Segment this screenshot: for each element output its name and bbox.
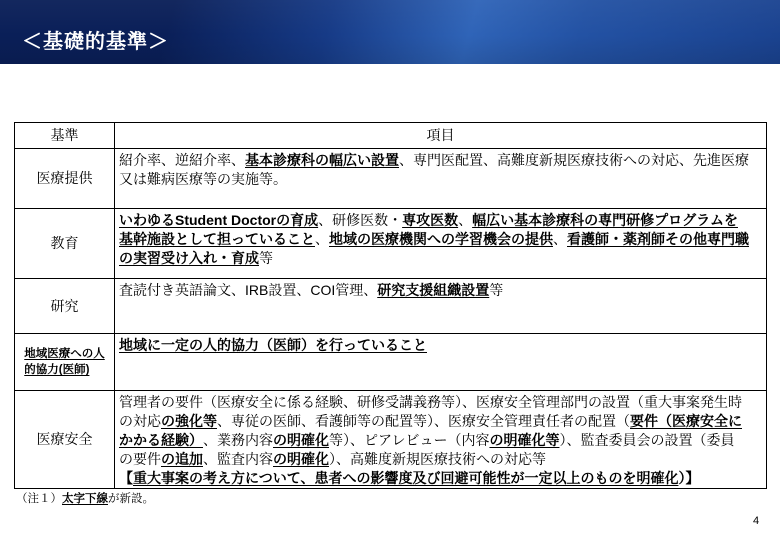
- item-line: [119, 393, 760, 412]
- criteria-table: [14, 122, 767, 489]
- new-item-text: 基本診療科の幅広い設置: [245, 152, 399, 168]
- row-medical-care: [15, 149, 767, 209]
- row-education: [15, 209, 767, 279]
- page-number: 4: [753, 515, 760, 527]
- criterion-label: [24, 346, 105, 378]
- item-text: 、専従の医師、看護師等の配置等）、医療安全管理責任者の配置（: [217, 413, 630, 429]
- row-regional-physician-support: [15, 334, 767, 391]
- new-item-text: 研究支援組織設置: [377, 282, 490, 298]
- item-text: ）、監査委員会の設置（委員: [559, 432, 735, 448]
- criterion-label: 研究: [50, 297, 79, 314]
- row-research: [15, 279, 767, 334]
- item-text: の要件: [119, 451, 161, 467]
- new-item-text: 幅広い基本診療科の専門研修プログラムを: [472, 212, 738, 228]
- item-line: [119, 450, 760, 469]
- new-item-text: 基幹施設として担っていること: [119, 231, 315, 247]
- bracket-text: ）】: [678, 470, 700, 486]
- item-text: 、研修医数・: [318, 212, 403, 228]
- new-item-text: 看護師・薬剤師その他専門職: [567, 231, 749, 247]
- item-line: [119, 211, 760, 230]
- criterion-label: 教育: [50, 235, 79, 251]
- item-text: の対応: [119, 413, 161, 429]
- new-item-text: の追加: [161, 451, 203, 467]
- new-item-text: の明確化: [273, 451, 329, 467]
- items-cell: [115, 209, 767, 279]
- footnote-emphasis: 太字下線: [62, 493, 108, 505]
- item-text: 等）、ピアレビュー（内容: [329, 432, 490, 448]
- new-item-text: 重大事案の考え方について、患者への影響度及び回避可能性が一定以上のものを明確化: [133, 470, 679, 486]
- item-line: [119, 249, 760, 268]
- criterion-cell: [15, 391, 115, 489]
- row-medical-safety: [15, 391, 767, 489]
- item-line: [119, 151, 760, 170]
- item-line: [119, 170, 760, 189]
- item-text: 、: [458, 212, 473, 228]
- items-cell: [115, 334, 767, 391]
- new-item-text: かかる経験）: [119, 432, 203, 448]
- new-item-text: 地域の医療機関への学習機会の提供: [329, 231, 553, 247]
- criterion-cell: [15, 279, 115, 334]
- item-line: [119, 412, 760, 431]
- table-header-row: [15, 123, 767, 149]
- items-cell: [115, 391, 767, 489]
- new-item-text: いわゆるStudent Doctorの育成: [119, 212, 319, 228]
- new-item-text: の明確化等: [489, 432, 560, 448]
- criterion-label-line: 地域医療への人: [24, 348, 105, 360]
- footnote-suffix: が新設。: [108, 493, 154, 505]
- item-line: [119, 469, 760, 488]
- items-cell: [115, 279, 767, 334]
- new-item-text: 専攻医数: [402, 212, 459, 228]
- item-line: [119, 431, 760, 450]
- item-text: 査読付き英語論文、IRB設置、COI管理、: [119, 282, 378, 298]
- footnote-prefix: （注１）: [16, 493, 62, 505]
- column-header-items: 項目: [115, 123, 767, 149]
- new-item-text: の強化等: [161, 413, 217, 429]
- item-text: 紹介率、逆紹介率、: [119, 152, 245, 168]
- criterion-label: 医療提供: [36, 170, 93, 186]
- slide-title: ＜基礎的基準＞: [22, 31, 169, 53]
- item-text: 管理者の要件（医療安全に係る経験、研修受講義務等）、医療安全管理部門の設置（重大事案発生時: [119, 394, 742, 410]
- item-text: 等: [259, 250, 273, 266]
- criterion-label-line: 的協力(医師): [24, 364, 90, 376]
- new-item-text: 地域に一定の人的協力（医師）を行っていること: [119, 337, 427, 353]
- item-text: 、監査内容: [203, 451, 273, 467]
- item-line: [119, 336, 760, 355]
- items-cell: [115, 149, 767, 209]
- criterion-cell: [15, 149, 115, 209]
- item-text: 、業務内容: [203, 432, 273, 448]
- item-line: [119, 230, 760, 249]
- criterion-cell: [15, 334, 115, 391]
- new-item-text: の明確化: [273, 432, 329, 448]
- item-text: 、: [315, 231, 329, 247]
- column-header-criterion: 基準: [15, 123, 115, 149]
- item-text: 、: [553, 231, 567, 247]
- item-text: 又は難病医療等の実施等。: [119, 171, 287, 187]
- item-text: 等: [489, 282, 504, 298]
- criterion-label: 医療安全: [36, 431, 93, 447]
- footnote: [16, 491, 154, 507]
- item-text: 、専門医配置、高難度新規医療技術への対応、先進医療: [399, 152, 749, 168]
- item-text: ）、高難度新規医療技術への対応等: [329, 451, 546, 467]
- new-item-text: 要件（医療安全に: [630, 413, 742, 429]
- bracket-text: 【: [119, 470, 133, 486]
- item-line: [119, 281, 760, 300]
- new-item-text: の実習受け入れ・育成: [119, 250, 259, 266]
- header-bar: [0, 0, 780, 64]
- criterion-cell: [15, 209, 115, 279]
